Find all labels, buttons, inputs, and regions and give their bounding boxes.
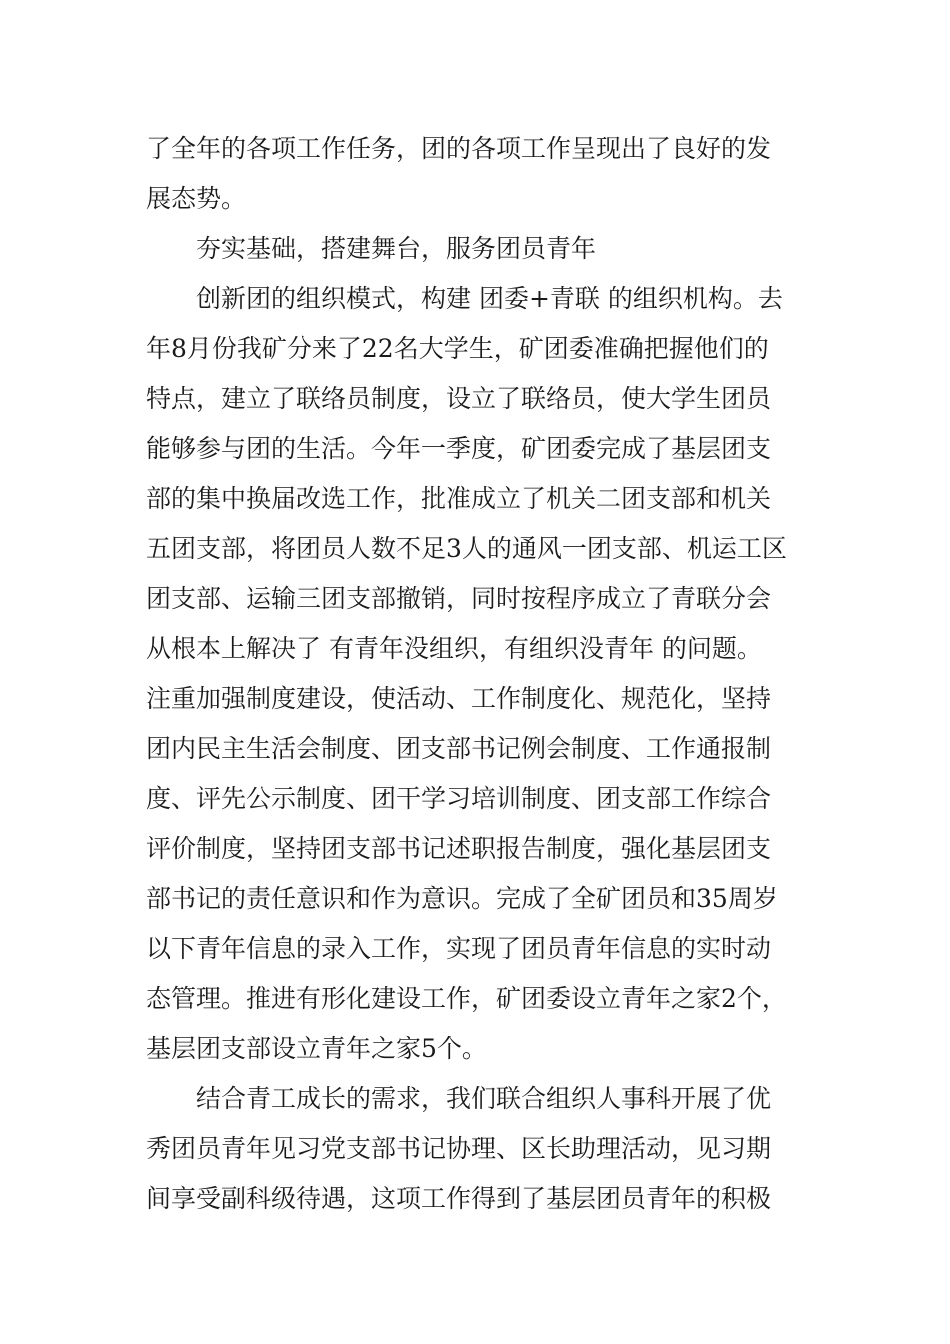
- text-line: 了全年的各项工作任务，团的各项工作呈现出了良好的发: [146, 134, 772, 163]
- text-line: 部的集中换届改选工作，批准成立了机关二团支部和机关: [146, 484, 772, 513]
- text-line: 秀团员青年见习党支部书记协理、区长助理活动，见习期: [146, 1134, 772, 1163]
- text-line: 间享受副科级待遇，这项工作得到了基层团员青年的积极: [146, 1184, 772, 1213]
- text-line: 部书记的责任意识和作为意识。完成了全矿团员和35周岁: [146, 884, 778, 913]
- text-line: 年8月份我矿分来了22名大学生，矿团委准确把握他们的: [146, 334, 769, 363]
- text-line: 评价制度，坚持团支部书记述职报告制度，强化基层团支: [146, 834, 772, 863]
- text-line: 从根本上解决了 有青年没组织，有组织没青年 的问题。: [146, 634, 762, 663]
- body-text: [146, 124, 812, 1224]
- text-line: 特点，建立了联络员制度，设立了联络员，使大学生团员: [146, 384, 772, 413]
- text-line: 团内民主生活会制度、团支部书记例会制度、工作通报制: [146, 734, 772, 763]
- text-line: 基层团支部设立青年之家5个。: [146, 1034, 487, 1063]
- text-line: 结合青工成长的需求，我们联合组织人事科开展了优: [196, 1084, 772, 1113]
- text-line: 夯实基础，搭建舞台，服务团员青年: [196, 234, 597, 263]
- text-line: 展态势。: [146, 184, 247, 213]
- text-line: 团支部、运输三团支部撤销，同时按程序成立了青联分会: [146, 584, 772, 613]
- text-line: 度、评先公示制度、团干学习培训制度、团支部工作综合: [146, 784, 772, 813]
- text-line: 以下青年信息的录入工作，实现了团员青年信息的实时动: [146, 934, 772, 963]
- text-line: 态管理。推进有形化建设工作，矿团委设立青年之家2个，: [146, 984, 787, 1013]
- text-line: 能够参与团的生活。今年一季度，矿团委完成了基层团支: [146, 434, 772, 463]
- text-line: 创新团的组织模式，构建 团委+青联 的组织机构。去: [196, 284, 783, 313]
- text-line: 五团支部，将团员人数不足3人的通风一团支部、机运工区: [146, 534, 787, 563]
- text-line: 注重加强制度建设，使活动、工作制度化、规范化，坚持: [146, 684, 772, 713]
